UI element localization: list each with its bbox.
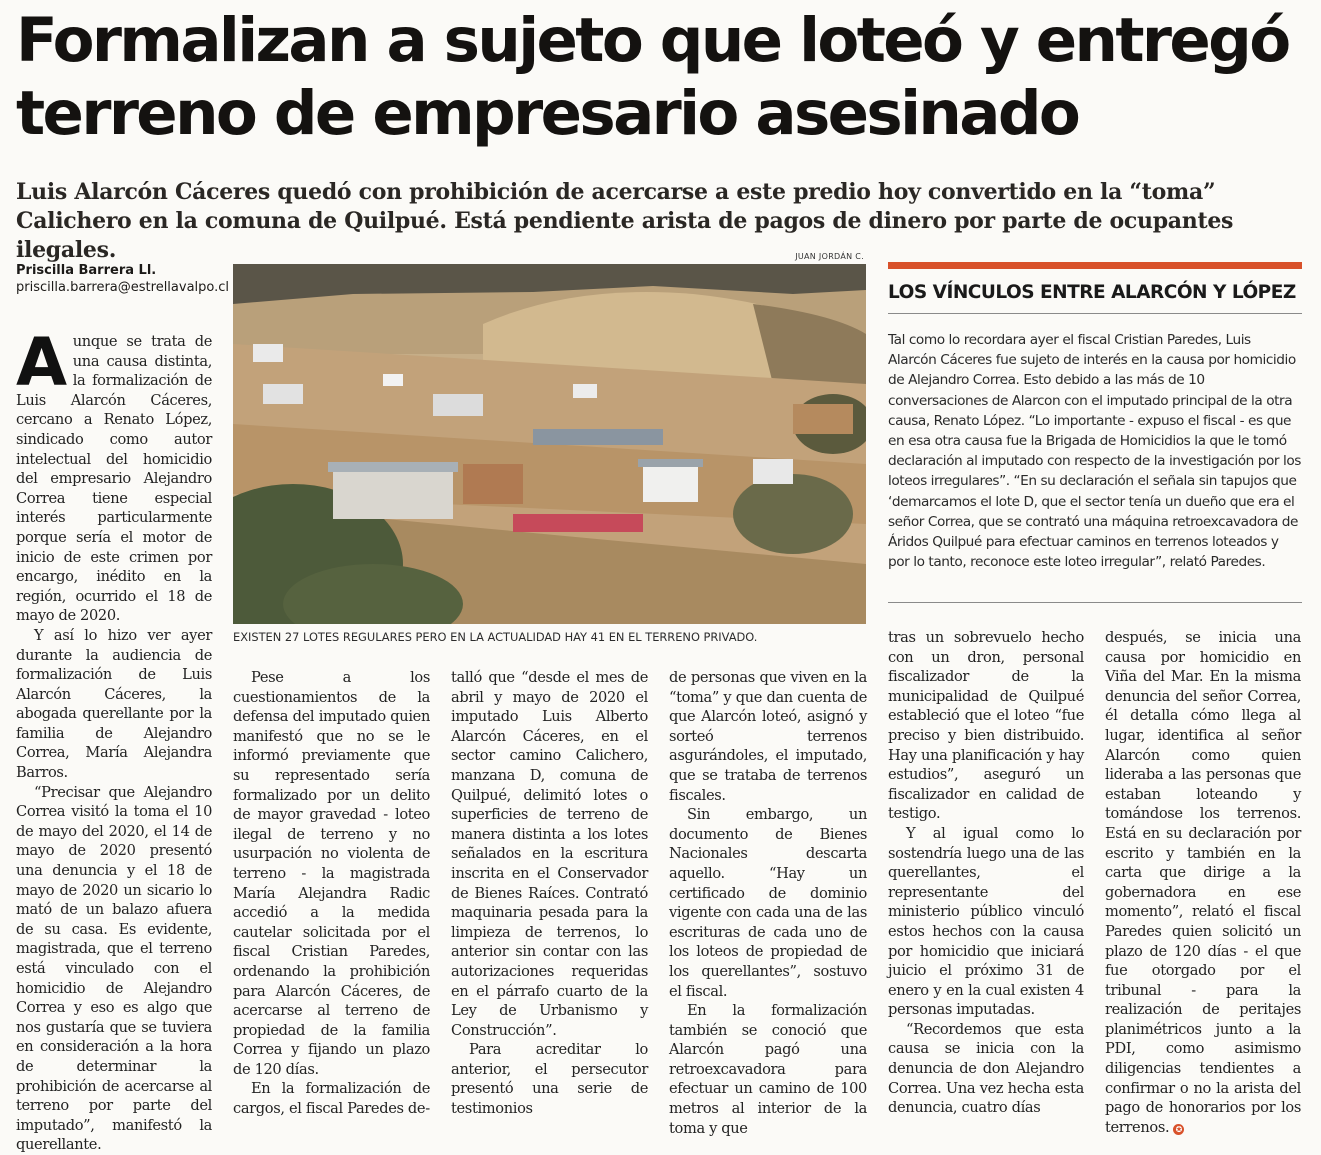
article-paragraph: “Precisar que Alejandro Correa visitó la toma el 10 de mayo del 2020, el 14 de mayo de 2020 presentó una denuncia y el 18 de mayo de 2020 un sicario lo mató de un balazo afuera de su casa. Es evidente, magistrada, que el terreno está vinculado con el homicidio de Alejandro Correa y eso es algo que nos gustaría que se tuviera en consideración a la hora de determinar la prohibición de acercarse al terreno por parte del imputado”, manifestó la querellante. xyxy=(16,783,212,1154)
byline-email[interactable]: priscilla.barrera@estrellavalpo.cl xyxy=(16,280,230,295)
sidebar-accent-bar xyxy=(888,262,1302,269)
article-paragraph: de personas que viven en la “toma” y que dan cuenta de que Alarcón loteó, asignó y sorteó terrenos asgurándoles, el imputado, que se trataba de terrenos fiscales. xyxy=(669,669,867,804)
article-column-3 xyxy=(451,668,648,1119)
headline: Formalizan a sujeto que loteó y entregó terreno de empresario asesinado xyxy=(16,5,1289,149)
sidebar-divider xyxy=(888,313,1302,314)
photo-caption: EXISTEN 27 LOTES REGULARES PERO EN LA ACTUALIDAD HAY 41 EN EL TERRENO PRIVADO. xyxy=(233,630,758,644)
sidebar-bottom-divider xyxy=(888,602,1302,603)
paragraph-text: después, se inicia una causa por homicidio en Viña del Mar. En la misma denuncia del señor Correa, él detalla cómo llega al lugar, identifica al señor Alarcón como quien lideraba a las personas que estaban loteando y tomándose los terrenos. Está en su declaración por escrito y también en la carta que dirige a la gobernadora en ese momento”, relató el fiscal Paredes quien solicitó un plazo de 120 días - el que fue otorgado por el tribunal - para la realización de peritajes planimétricos junto a la PDI, como asimismo diligencias tendientes a confirmar o no la arista del pago de honorarios por los terrenos. xyxy=(1105,629,1301,1136)
article-paragraph xyxy=(1105,628,1301,1137)
byline-author: Priscilla Barrera Ll. xyxy=(16,263,157,278)
article-paragraph xyxy=(16,324,212,626)
article-paragraph: tras un sobrevuelo hecho con un dron, personal fiscalizador de la municipalidad de Quilpué estableció que el loteo “fue preciso y bien distribuido. Hay una planificación y hay estudios”, aseguró un fiscalizador en calidad de testigo. xyxy=(888,629,1084,823)
article-column-1 xyxy=(16,324,212,1155)
star-end-icon: ✪ xyxy=(1173,1124,1184,1135)
article-column-6 xyxy=(1105,628,1301,1137)
lede: Luis Alarcón Cáceres quedó con prohibición de acercarse a este predio hoy convertido en la “toma” Calichero en la comuna de Quilpué. Está pendiente arista de pagos de dinero por parte de ocupantes ilegales. xyxy=(16,179,1234,263)
sidebar-body: Tal como lo recordara ayer el fiscal Cristian Paredes, Luis Alarcón Cáceres fue sujeto de interés en la causa por homicidio de Alejandro Correa. Esto debido a las más de 10 conversaciones de Alarcon con el imputado principal de la otra causa, Renato López. “Lo importante - expuso el fiscal - es que en esa otra causa fue la Brigada de Homicidios la que le tomó declaración al imputado con respecto de la investigación por los loteos irregulares”. “En su declaración el señala sin tapujos que ‘demarcamos el lote D, que el sector tenía un dueño que era el señor Correa, que se contrató una máquina retroexcavadora de Áridos Quilpué para efectuar caminos en terrenos loteados y por lo tanto, reconoce este loteo irregular”, relató Paredes. xyxy=(888,332,1301,571)
sidebar-title: LOS VÍNCULOS ENTRE ALARCÓN Y LÓPEZ xyxy=(888,282,1296,303)
article-column-5 xyxy=(888,628,1084,1118)
article-paragraph: talló que “desde el mes de abril y mayo de 2020 el imputado Luis Alberto Alarcón Cáceres, en el sector camino Calichero, manzana D, comuna de Quilpué, delimitó lotes o superficies de terreno de manera distinta a los lotes señalados en la escritura inscrita en el Conservador de Bienes Raíces. Contrató maquinaria pesada para la limpieza de terrenos, lo anterior sin contar con las autorizaciones requeridas en el párrafo cuarto de la Ley de Urbanismo y Construcción”. xyxy=(451,669,648,1039)
article-paragraph: Para acreditar lo anterior, el persecutor presentó una serie de testimonios xyxy=(451,1041,648,1118)
paragraph-text: unque se trata de una causa distinta, la formalización de Luis Alarcón Cáceres, cercano a Renato López, sindicado como autor intelectual del homicidio del empresario Alejandro Correa tiene especial interés particularmente porque sería el motor de inicio de este crimen por encargo, inédito en la región, ocurrido el 18 de mayo de 2020. xyxy=(16,333,212,625)
article-paragraph: Sin embargo, un documento de Bienes Nacionales descarta aquello. “Hay un certificado de dominio vigente con cada una de las escrituras de cada uno de los loteos de propiedad de los querellantes”, sostuvo el fiscal. xyxy=(669,806,867,1000)
article-column-4 xyxy=(669,668,867,1138)
dropcap: A xyxy=(16,324,67,401)
article-paragraph: Pese a los cuestionamientos de la defensa del imputado quien manifestó que no se le informó previamente que su representado sería formalizado por un delito de mayor gravedad - loteo ilegal de terreno y no usurpación no violenta de terreno - la magistrada María Alejandra Radic accedió a la medida cautelar solicitada por el fiscal Cristian Paredes, ordenando la prohibición para Alarcón Cáceres, de acercarse al terreno de propiedad de la familia Correa y fijando un plazo de 120 días. xyxy=(233,669,430,1078)
article-paragraph: Y así lo hizo ver ayer durante la audiencia de formalización de Luis Alarcón Cáceres, la abogada querellante por la familia de Alejandro Correa, María Alejandra Barros. xyxy=(16,626,212,782)
article-paragraph: En la formalización de cargos, el fiscal Paredes de- xyxy=(233,1080,430,1118)
byline xyxy=(16,262,229,296)
article-column-2 xyxy=(233,668,430,1119)
article-paragraph: En la formalización también se conoció que Alarcón pagó una retroexcavadora para efectuar un camino de 100 metros al interior de la toma y que xyxy=(669,1002,867,1137)
settlement-illustration xyxy=(233,264,866,624)
article-paragraph: Y al igual como lo sostendría luego una de las querellantes, el representante del ministerio público vinculó estos hechos con la causa por homicidio que iniciará juicio el próximo 31 de enero y en la cual existen 4 personas imputadas. xyxy=(888,824,1084,1019)
article-paragraph: “Recordemos que esta causa se inicia con la denuncia de don Alejandro Correa. Una vez hecha esta denuncia, cuatro días xyxy=(888,1020,1084,1117)
article-photo xyxy=(233,264,866,624)
photo-credit: JUAN JORDÁN C. xyxy=(795,252,864,261)
